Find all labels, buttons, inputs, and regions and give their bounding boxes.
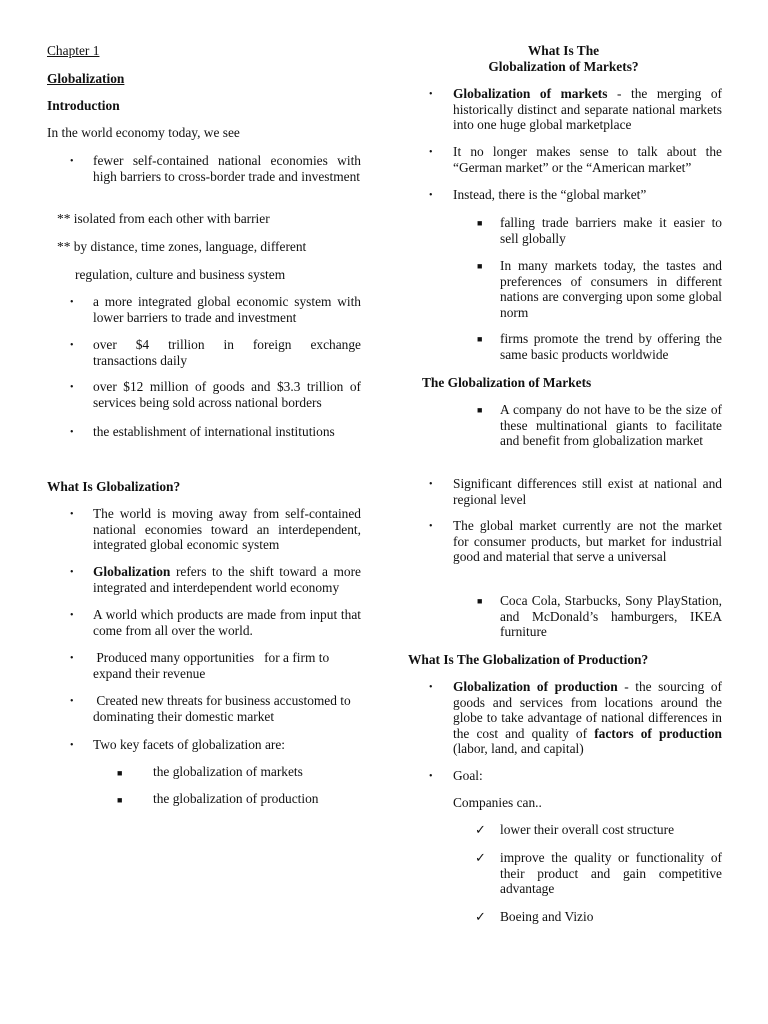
square-bullet-icon: ■: [117, 768, 123, 778]
note-line: regulation, culture and business system: [75, 267, 286, 282]
bullet-icon: •: [429, 147, 433, 158]
bullet-icon: •: [70, 509, 74, 520]
list-item: improve the quality or functionality of their product and gain competitive advantage: [500, 850, 722, 897]
checkmark-icon: ✓: [475, 850, 486, 865]
section-heading: What Is The Globalization of Production?: [408, 652, 649, 667]
bullet-icon: •: [70, 297, 74, 308]
list-item: A company do not have to be the size of these multinational giants to facilitate and benefit from globalization market: [500, 402, 722, 449]
bullet-icon: •: [70, 340, 74, 351]
list-item: [93, 337, 361, 368]
bullet-icon: •: [429, 682, 433, 693]
square-bullet-icon: ■: [477, 334, 483, 344]
bullet-icon: •: [70, 653, 74, 664]
list-item: The global market currently are not the market for consumer products, but market for industrial good and material that serve a universal: [453, 518, 722, 565]
list-item: firms promote the trend by offering the same basic products worldwide: [500, 331, 722, 362]
list-item: In many markets today, the tastes and preferences of consumers in different nations are converging upon some global norm: [500, 258, 722, 320]
list-item: Instead, there is the “global market”: [453, 187, 647, 202]
bullet-icon: •: [429, 479, 433, 490]
term-bold: Globalization of production: [453, 679, 618, 694]
list-item: falling trade barriers make it easier to sell globally: [500, 215, 722, 246]
square-bullet-icon: ■: [477, 218, 483, 228]
term-bold: Globalization: [93, 564, 171, 579]
list-item: over $12 million of goods and $3.3 trillion of services being sold across national borders: [93, 379, 361, 410]
term-rest: - the sourcing of goods and services from locations around the globe to take advantage of national differences in the cost and quality of: [453, 679, 722, 741]
list-item: fewer self-contained national economies with high barriers to cross-border trade and investment: [93, 153, 361, 184]
note-line: ** by distance, time zones, language, different: [57, 239, 307, 254]
bullet-icon: •: [70, 427, 74, 438]
intro-text: In the world economy today, we see: [47, 125, 240, 140]
square-bullet-icon: ■: [477, 596, 483, 606]
bullet-icon: •: [429, 521, 433, 532]
list-item: lower their overall cost structure: [500, 822, 675, 837]
checkmark-icon: ✓: [475, 822, 486, 837]
list-item: the establishment of international institutions: [93, 424, 335, 439]
term-bold-2: factors of production: [594, 725, 722, 741]
term-rest: refers to the shift toward a more integrated and interdependent world economy: [93, 564, 361, 595]
goal-label: Goal:: [453, 768, 483, 783]
bullet-icon: •: [70, 382, 74, 393]
b3-line1: over $4 trillion in foreign exchange: [93, 337, 361, 352]
section-heading-line2: Globalization of Markets?: [488, 59, 639, 74]
intro-heading: Introduction: [47, 98, 120, 113]
section-heading: What Is Globalization?: [47, 479, 181, 494]
section-heading-line1: What Is The: [527, 43, 600, 58]
list-item: Coca Cola, Starbucks, Sony PlayStation, and McDonald’s hamburgers, IKEA furniture: [500, 593, 722, 640]
list-item: It no longer makes sense to talk about the “German market” or the “American market”: [453, 144, 722, 175]
list-item: the globalization of production: [153, 791, 319, 806]
bullet-icon: •: [70, 156, 74, 167]
bullet-icon: •: [70, 696, 74, 707]
bullet-icon: •: [70, 610, 74, 621]
list-item: Created new threats for business accustomed to dominating their domestic market: [93, 693, 355, 724]
section-heading: The Globalization of Markets: [422, 375, 592, 390]
list-item: [93, 564, 361, 595]
list-item: Significant differences still exist at national and regional level: [453, 476, 722, 507]
list-item: A world which products are made from input that come from all over the world.: [93, 607, 361, 638]
companies-label: Companies can..: [453, 795, 542, 810]
list-item: Boeing and Vizio: [500, 909, 594, 924]
list-item: Produced many opportunities for a firm to expand their revenue: [93, 650, 333, 681]
list-item: [453, 86, 722, 133]
bullet-icon: •: [429, 89, 433, 100]
term-rest: - the merging of historically distinct and separate national markets into one huge global marketplace: [453, 86, 722, 133]
square-bullet-icon: ■: [117, 795, 123, 805]
list-item: [453, 679, 722, 757]
bullet-icon: •: [429, 771, 433, 782]
list-item: the globalization of markets: [153, 764, 303, 779]
chapter-title: Globalization: [47, 71, 125, 86]
term-rest-2: (labor, land, and capital): [453, 741, 584, 757]
bullet-icon: •: [429, 190, 433, 201]
bullet-icon: •: [70, 567, 74, 578]
bullet-icon: •: [70, 740, 74, 751]
list-item: a more integrated global economic system with lower barriers to trade and investment: [93, 294, 361, 325]
chapter-label: Chapter 1: [47, 43, 100, 58]
square-bullet-icon: ■: [477, 405, 483, 415]
note-line: ** isolated from each other with barrier: [57, 211, 270, 226]
checkmark-icon: ✓: [475, 909, 486, 924]
term-bold: Globalization of markets: [453, 86, 608, 101]
list-item: The world is moving away from self-contained national economies toward an interdependent, integrated global economic system: [93, 506, 361, 553]
list-item: Two key facets of globalization are:: [93, 737, 286, 752]
square-bullet-icon: ■: [477, 261, 483, 271]
b3-line2: transactions daily: [93, 352, 188, 368]
